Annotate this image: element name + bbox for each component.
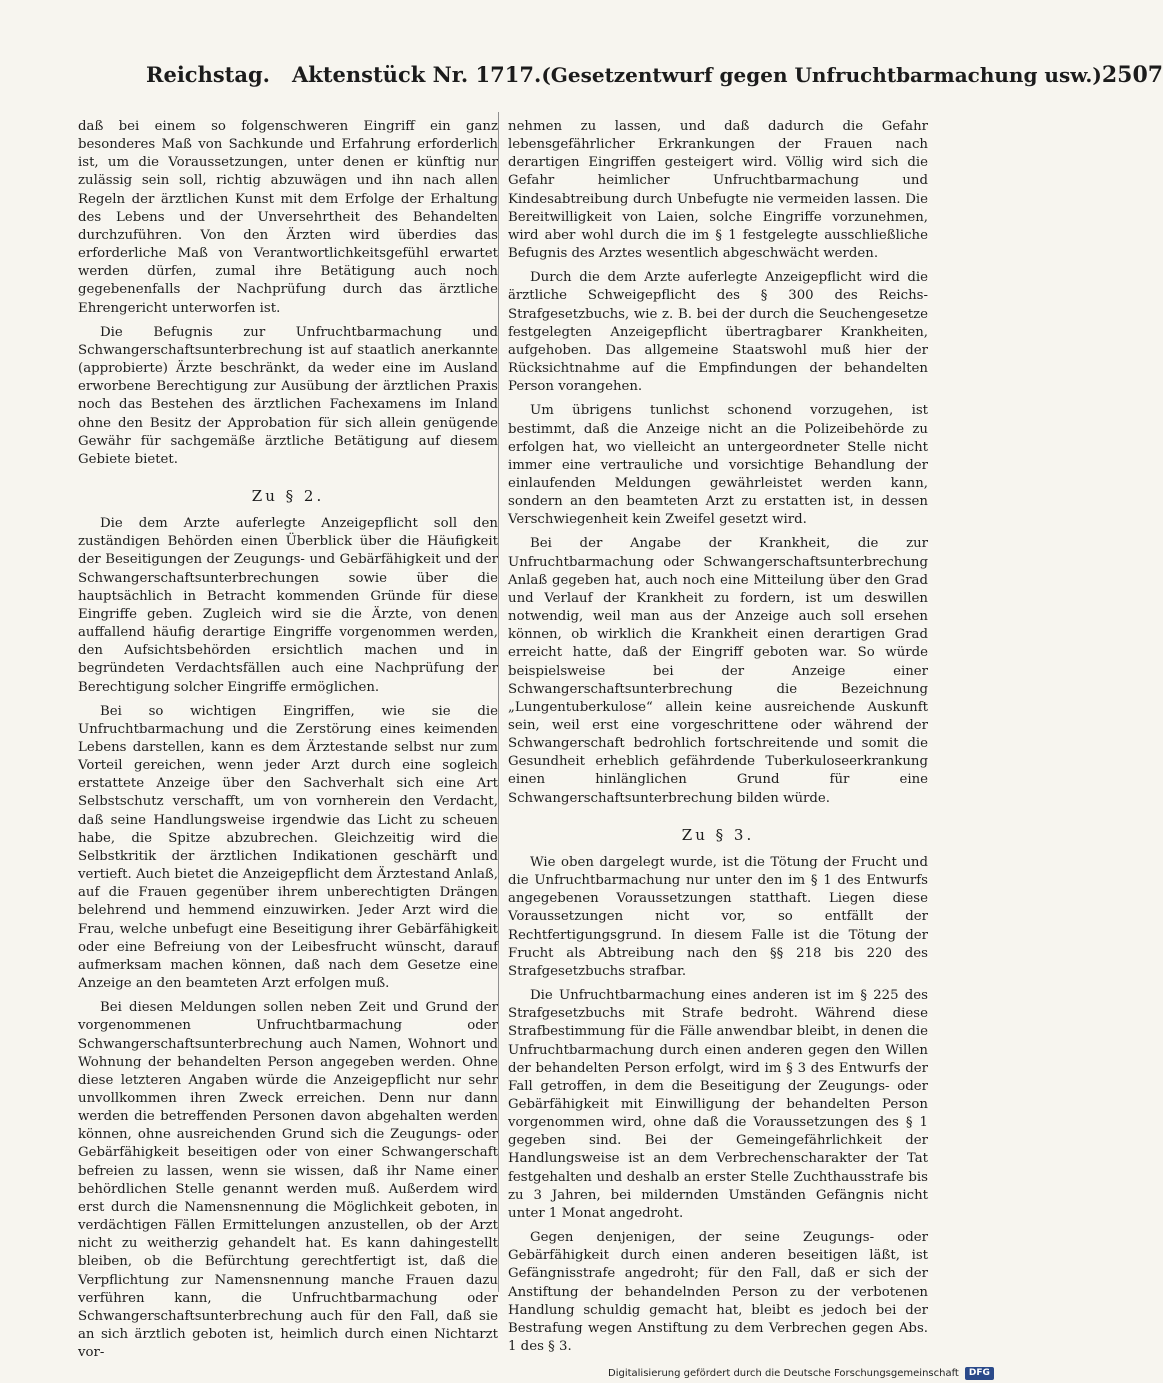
column-divider [498,112,499,1292]
digitization-footer [608,1366,994,1380]
paragraph: daß bei einem so folgenschweren Eingriff ein ganz besonderes Maß von Sachkunde und Erfahrung erforderlich ist, um die Voraussetzungen, unter denen er künftig nur zulässig sein soll, richtig abzuwägen und ihn nach allen Regeln der ärztlichen Kunst mit dem Erfolge der Erhaltung des Lebens und der Unversehrtheit des Behandelten durchzuführen. Von den Ärzten wird überdies das erforderliche Maß von Verantwortlichkeitsgefühl erwartet werden dürfen, zumal ihre Betätigung auch noch gegebenenfalls der Nachprüfung durch das ärztliche Ehrengericht unterworfen ist. [78,119,498,316]
paragraph: Wie oben dargelegt wurde, ist die Tötung der Frucht und die Unfruchtbarmachung nur unter den im § 1 des Entwurfs angegebenen Voraussetzungen statthaft. Liegen diese Voraussetzungen nicht vor, so entfällt der Rechtfertigungsgrund. In diesem Falle ist die Tötung der Frucht als Abtreibung nach den §§ 218 bis 220 des Strafgesetzbuchs strafbar. [508,854,928,979]
header-reichstag: Reichstag. [146,62,270,87]
section-heading: Zu § 3. [681,825,755,844]
paragraph: Die Befugnis zur Unfruchtbarmachung und Schwangerschaftsunterbrechung ist auf staatlich anerkannte (approbierte) Ärzte beschränkt, da weder eine im Ausland erworbene Berechtigung zur Ausübung der ärztlichen Praxis noch das Bestehen des ärztlichen Fachexamens im Inland ohne den Besitz der Approbation für sich allein genügende Gewähr für sachgemäße ärztliche Betätigung auf diesem Gebiete bietet. [78,324,498,467]
right-column [508,118,928,1354]
page-number: 2507 [1101,62,1163,88]
paragraph: Um übrigens tunlichst schonend vorzugehen, ist bestimmt, daß die Anzeige nicht an die Polizeibehörde zu erfolgen hat, wo vielleicht an untergeordneter Stelle nicht immer eine vertrauliche und vorsichtige Behandlung der einlaufenden Meldungen gewährleistet werden kann, sondern an den beamteten Arzt zu erstatten ist, in dessen Verschwiegenheit kein Zweifel gesetzt wird. [508,403,928,528]
paragraph: nehmen zu lassen, und daß dadurch die Gefahr lebensgefährlicher Erkrankungen der Frauen nach derartigen Eingriffen gesteigert wird. Völlig wird sich die Gefahr heimlicher Unfruchtbarmachung und Kindesabtreibung durch Unbefugte nie vermeiden lassen. Die Bereitwilligkeit von Laien, solche Eingriffe vorzunehmen, wird aber wohl durch die im § 1 festgelegte ausschließliche Befugnis des Arztes wesentlich abgeschwächt werden. [508,119,928,262]
paragraph: Gegen denjenigen, der seine Zeugungs- oder Gebärfähigkeit durch einen anderen beseitigen läßt, ist Gefängnisstrafe angedroht; für den Fall, daß er sich der Anstiftung der behandelnden Person zu der verbotenen Handlung schuldig gemacht hat, bleibt es jedoch bei der Bestrafung wegen Anstiftung zu dem Verbrechen gegen Abs. 1 des § 3. [508,1230,928,1354]
header-title: (Gesetzentwurf gegen Unfruchtbarmachung usw.) [541,63,1102,87]
footer-text: Digitalisierung gefördert durch die Deutsche Forschungsgemeinschaft [608,1367,959,1379]
paragraph: Die dem Arzte auferlegte Anzeigepflicht soll den zuständigen Behörden einen Überblick über die Häufigkeit der Beseitigungen der Zeugungs- und Gebärfähigkeit und der Schwangerschaftsunterbrechungen sowie über die hauptsächlich in Betracht kommenden Gründe für diese Eingriffe geben. Zugleich wird sie die Ärzte, von denen auffallend häufig derartige Eingriffe vorgenommen werden, den Aufsichtsbehörden ersichtlich machen und in begründeten Verdachtsfällen auch eine Nachprüfung der Berechtigung solcher Eingriffe ermöglichen. [78,516,498,695]
header-aktenstueck: Aktenstück Nr. 1717. [291,62,542,87]
page-header [146,62,1163,96]
header-left [146,62,541,87]
dfg-logo: DFG [965,1367,994,1380]
paragraph: Bei so wichtigen Eingriffen, wie sie die Unfruchtbarmachung und die Zerstörung eines keimenden Lebens darstellen, kann es dem Ärztestande selbst nur zum Vorteil gereichen, wenn jeder Arzt durch eine sogleich erstattete Anzeige über den Sachverhalt sich eine Art Selbstschutz verschafft, um von vornherein den Verdacht, daß seine Handlungsweise irgendwie das Licht zu scheuen habe, die Spitze abzubrechen. Gleichzeitig wird die Selbstkritik der ärztlichen Indikationen geschärft und vertieft. Auch bietet die Anzeigepflicht dem Ärztestand Anlaß, auf die Frauen gegenüber ihrem unberechtigten Drängen belehrend und hemmend einzuwirken. Jeder Arzt wird die Frau, welche unbefugt eine Beseitigung ihrer Gebärfähigkeit oder eine Befreiung von der Leibesfrucht wünscht, darauf aufmerksam machen können, daß nach dem Gesetze eine Anzeige an den beamteten Arzt erfolgen muß. [78,703,498,992]
section-heading: Zu § 2. [251,486,325,505]
paragraph: Bei diesen Meldungen sollen neben Zeit und Grund der vorgenommenen Unfruchtbarmachung oder Schwangerschaftsunterbrechung auch Namen, Wohnort und Wohnung der behandelten Person angegeben werden. Ohne diese letzteren Angaben würde die Anzeigepflicht nur sehr unvollkommen ihren Zweck erreichen. Denn nur dann werden die betreffenden Personen davon abgehalten werden können, ohne ausreichenden Grund sich die Zeugungs- oder Gebärfähigkeit beseitigen oder von einer Schwangerschaft befreien zu lassen, wenn sie wissen, daß ihr Name einer behördlichen Stelle genannt werden muß. Außerdem wird erst durch die Namensnennung die Möglichkeit geboten, in verdächtigen Fällen Ermittelungen anzustellen, ob der Arzt nicht zu weitherzig gehandelt hat. Es kann dahingestellt bleiben, ob die Befürchtung gerechtfertigt ist, daß die Verpflichtung zur Namensnennung manche Frauen dazu verführen kann, die Unfruchtbarmachung oder Schwangerschaftsunterbrechung auch für den Fall, daß sie an sich ärztlich geboten ist, heimlich durch einen Nichtarzt vor- [78,1000,498,1361]
paragraph: Bei der Angabe der Krankheit, die zur Unfruchtbarmachung oder Schwangerschaftsunterbrechung Anlaß gegeben hat, auch noch eine Mitteilung über den Grad und Verlauf der Krankheit zu fordern, ist um deswillen notwendig, weil man aus der Anzeige auch soll ersehen können, ob wirklich die Krankheit einen derartigen Grad erreicht hatte, daß der Eingriff geboten war. So würde beispielsweise bei der Anzeige einer Schwangerschaftsunterbrechung die Bezeichnung „Lungentuberkulose“ allein keine ausreichende Auskunft sein, weil erst eine vorgeschrittene oder während der Schwangerschaft bedrohlich fortschreitende und somit die Gesundheit erheblich gefährdende Tuberkuloseerkrankung einen hinlänglichen Grund für eine Schwangerschaftsunterbrechung bilden würde. [508,536,928,806]
left-column [78,118,498,1361]
paragraph: Durch die dem Arzte auferlegte Anzeigepflicht wird die ärztliche Schweigepflicht des § 300 des Reichs-Strafgesetzbuchs, wie z. B. bei der durch die Seuchengesetze festgelegten Anzeigepflicht übertragbarer Krankheiten, aufgehoben. Das allgemeine Staatswohl muß hier der Rücksichtnahme auf die Empfindungen der behandelten Person vorangehen. [508,270,928,395]
paragraph: Die Unfruchtbarmachung eines anderen ist im § 225 des Strafgesetzbuchs mit Strafe bedroht. Während diese Strafbestimmung für die Fälle anwendbar bleibt, in denen die Unfruchtbarmachung durch einen anderen gegen den Willen der behandelten Person erfolgt, wird im § 3 des Entwurfs der Fall getroffen, in dem die Beseitigung der Zeugungs- oder Gebärfähigkeit mit Einwilligung der behandelten Person vorgenommen wird, ohne daß die Voraussetzungen des § 1 gegeben sind. Bei der Gemeingefährlichkeit der Handlungsweise ist an dem Verbrechenscharakter der Tat festgehalten und deshalb an erster Stelle Zuchthausstrafe bis zu 3 Jahren, bei mildernden Umständen Gefängnis nicht unter 1 Monat angedroht. [508,988,928,1221]
